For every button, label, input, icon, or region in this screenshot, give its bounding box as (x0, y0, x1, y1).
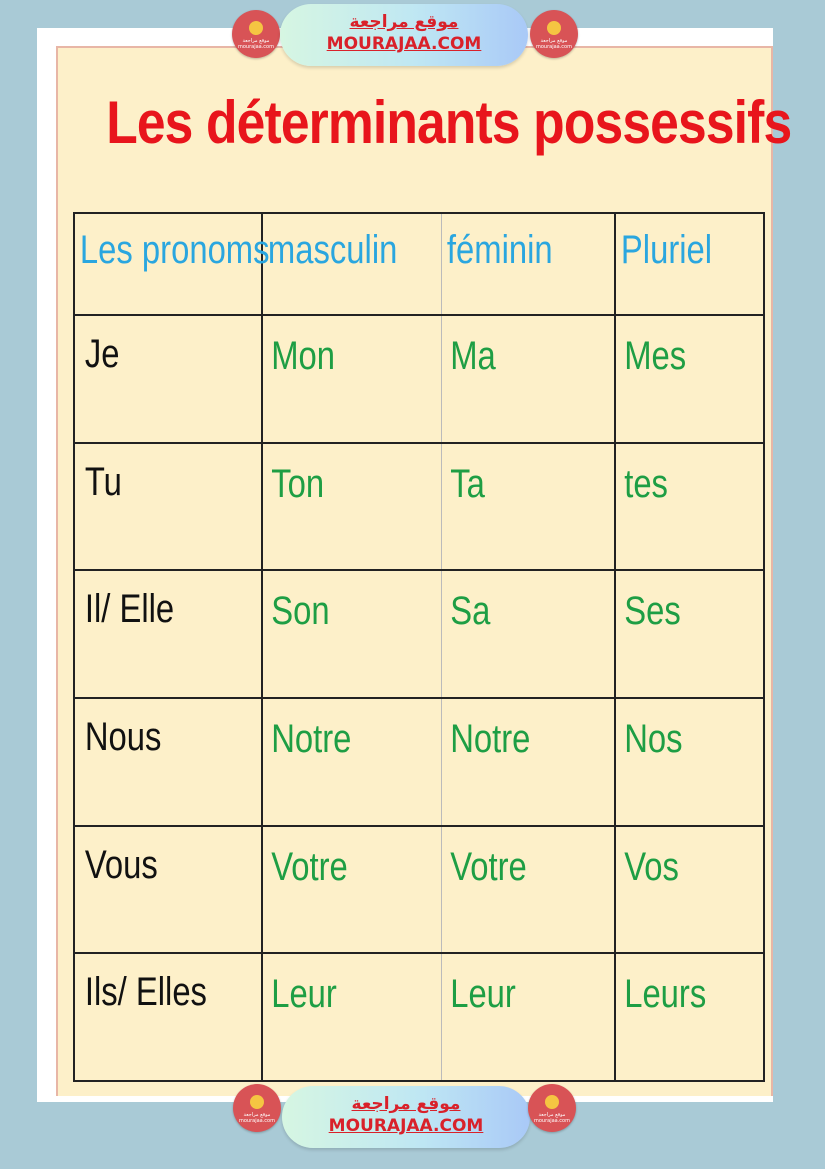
watermark-arabic: موقع مراجعة (351, 1094, 461, 1114)
pronoun-cell (74, 443, 262, 571)
logo-caption (528, 1112, 576, 1124)
masculine-value: Mon (271, 334, 336, 378)
logo-caption-ar: موقع مراجعة (540, 38, 568, 44)
feminine-value: Votre (450, 844, 527, 889)
watermark-site[interactable]: MOURAJAA.COM (326, 34, 482, 54)
logo-caption (530, 38, 578, 50)
masculine-value: Notre (271, 716, 352, 761)
header-masculine: masculin (267, 228, 398, 272)
header-feminine: féminin (446, 228, 553, 272)
plural-value: tes (624, 461, 668, 506)
logo-dot (249, 21, 263, 35)
plural-cell (615, 570, 764, 698)
table-row (74, 953, 764, 1081)
header-cell (615, 213, 764, 315)
logo-dot (545, 1095, 559, 1109)
feminine-value: Ta (450, 461, 485, 506)
feminine-cell (442, 698, 616, 826)
masculine-cell (262, 698, 442, 826)
logo-caption (232, 38, 280, 50)
plural-cell (615, 698, 764, 826)
header-cell (442, 213, 616, 315)
plural-value: Vos (624, 844, 679, 889)
site-logo-icon (528, 1084, 576, 1132)
feminine-cell (442, 570, 616, 698)
masculine-cell (262, 953, 442, 1081)
logo-caption-ar: موقع مراجعة (538, 1112, 566, 1118)
watermark-site[interactable]: MOURAJAA.COM (328, 1116, 484, 1136)
feminine-value: Leur (450, 972, 516, 1017)
pronoun-cell (74, 953, 262, 1081)
pronoun: Il/ Elle (84, 587, 175, 632)
watermark-badge-bottom[interactable] (282, 1086, 530, 1148)
pronoun: Nous (84, 714, 162, 759)
plural-value: Leurs (624, 972, 707, 1017)
logo-dot (250, 1095, 264, 1109)
logo-caption-en: mourajaa.com (237, 44, 274, 50)
header-plural: Pluriel (620, 228, 713, 272)
pronoun: Vous (84, 842, 158, 887)
watermark-badge-top[interactable] (280, 4, 528, 66)
possessive-table (73, 212, 765, 1082)
plural-value: Mes (624, 334, 687, 378)
feminine-cell (442, 443, 616, 571)
header-cell (262, 213, 442, 315)
feminine-cell (442, 315, 616, 443)
feminine-value: Notre (450, 716, 531, 761)
pronoun: Tu (84, 459, 122, 504)
logo-caption-en: mourajaa.com (238, 1118, 275, 1124)
site-logo-icon (530, 10, 578, 58)
feminine-value: Ma (450, 334, 496, 378)
logo-caption-ar: موقع مراجعة (243, 1112, 271, 1118)
site-logo-icon (233, 1084, 281, 1132)
table-row (74, 698, 764, 826)
feminine-value: Sa (450, 589, 491, 634)
header-pronouns: Les pronoms (79, 228, 270, 272)
logo-caption-en: mourajaa.com (533, 1118, 570, 1124)
table-row (74, 826, 764, 954)
pronoun-cell (74, 570, 262, 698)
watermark-arabic: موقع مراجعة (349, 12, 459, 32)
masculine-cell (262, 315, 442, 443)
feminine-cell (442, 953, 616, 1081)
masculine-value: Son (271, 589, 330, 634)
logo-dot (547, 21, 561, 35)
feminine-cell (442, 826, 616, 954)
plural-value: Nos (624, 716, 683, 761)
masculine-value: Votre (271, 844, 348, 889)
table-row (74, 570, 764, 698)
pronoun-cell (74, 315, 262, 443)
masculine-cell (262, 570, 442, 698)
masculine-cell (262, 826, 442, 954)
masculine-cell (262, 443, 442, 571)
table-row (74, 443, 764, 571)
pronoun: Je (84, 332, 120, 376)
header-cell (74, 213, 270, 315)
pronoun-cell (74, 826, 262, 954)
masculine-value: Leur (271, 972, 337, 1017)
masculine-value: Ton (271, 461, 325, 506)
plural-cell (615, 953, 764, 1081)
table-header-row (74, 213, 764, 315)
pronoun-cell (74, 698, 262, 826)
site-logo-icon (232, 10, 280, 58)
logo-caption-ar: موقع مراجعة (242, 38, 270, 44)
plural-cell (615, 315, 764, 443)
logo-caption (233, 1112, 281, 1124)
plural-cell (615, 826, 764, 954)
page-title: Les déterminants possessifs (106, 89, 792, 156)
plural-value: Ses (624, 589, 681, 634)
logo-caption-en: mourajaa.com (535, 44, 572, 50)
pronoun: Ils/ Elles (84, 970, 207, 1015)
table-row (74, 315, 764, 443)
plural-cell (615, 443, 764, 571)
